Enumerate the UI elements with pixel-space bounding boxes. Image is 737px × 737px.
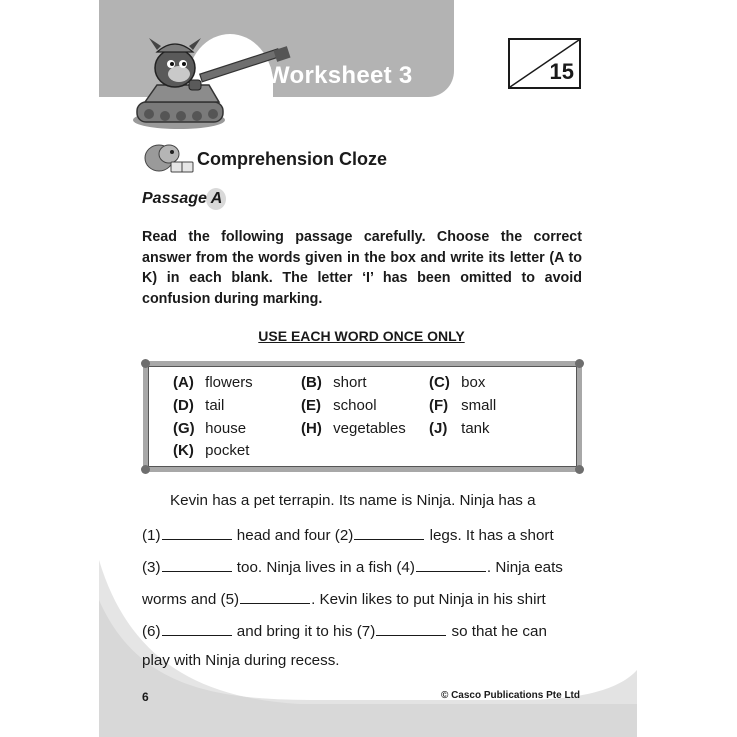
word-option-b: (B) short: [301, 374, 367, 391]
mascot-reading-icon: [141, 140, 197, 174]
passage-line-2: (1) head and four (2) legs. It has a short: [142, 524, 582, 544]
word-bank-box: [143, 361, 582, 472]
use-each-word-heading: USE EACH WORD ONCE ONLY: [258, 328, 465, 344]
passage-line-6: play with Ninja during recess.: [142, 652, 340, 669]
corner-rivet: [575, 359, 584, 368]
word-option-a: (A) flowers: [173, 374, 253, 391]
passage-line-4: worms and (5) . Kevin likes to put Ninja in his shirt: [142, 588, 582, 608]
page-number-box: [508, 38, 581, 89]
word-option-g: (G) house: [173, 420, 247, 437]
word-option-e: (E) school: [301, 397, 377, 414]
passage-line-5: (6) and bring it to his (7) so that he can: [142, 620, 582, 640]
answer-blank-4[interactable]: [416, 556, 486, 572]
answer-blank-6[interactable]: [162, 620, 232, 636]
page-number: 15: [549, 59, 574, 84]
section-title: Comprehension Cloze: [197, 149, 388, 169]
passage-label: Passage A: [142, 190, 223, 207]
answer-blank-1[interactable]: [162, 524, 232, 540]
word-option-h: (H) vegetables: [301, 420, 406, 437]
answer-blank-7[interactable]: [376, 620, 446, 636]
worksheet-title: Worksheet 3: [267, 62, 413, 89]
instructions-text: Read the following passage carefully. Choose the correct answer from the words given in the box and write its letter (A to K) in each blank. The letter ‘I’ has been omitted to avoid confusion during marking.: [142, 229, 582, 307]
passage-line-3: (3) too. Ninja lives in a fish (4) . Ninja eats: [142, 556, 582, 576]
word-option-f: (F) small: [429, 397, 497, 414]
corner-rivet: [141, 359, 150, 368]
corner-rivet: [141, 465, 150, 474]
answer-blank-3[interactable]: [162, 556, 232, 572]
passage-line-1: Kevin has a pet terrapin. Its name is Ninja. Ninja has a: [170, 492, 536, 509]
word-option-j: (J) tank: [429, 420, 490, 437]
corner-rivet: [575, 465, 584, 474]
word-option-d: (D) tail: [173, 397, 225, 414]
footer-copyright: © Casco Publications Pte Ltd: [440, 690, 580, 701]
word-option-c: (C) box: [429, 374, 486, 391]
worksheet-page: [99, 0, 637, 737]
word-option-k: (K) pocket: [173, 442, 250, 459]
footer-page-number: 6: [142, 690, 149, 704]
answer-blank-5[interactable]: [240, 588, 310, 604]
answer-blank-2[interactable]: [354, 524, 424, 540]
